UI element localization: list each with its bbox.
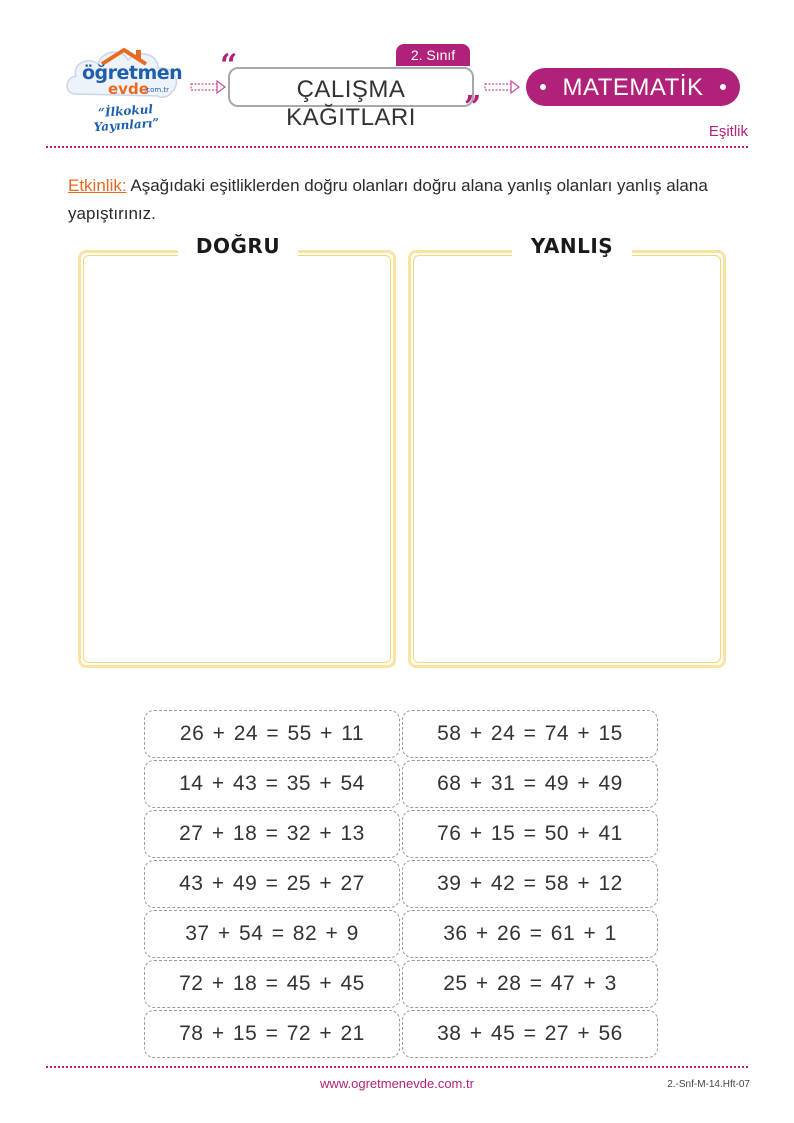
correct-drop-area[interactable] xyxy=(78,250,396,668)
equation-card[interactable]: 36 + 26 = 61 + 1 xyxy=(402,910,658,958)
logo-subtitle: “İlkokul Yayınları” xyxy=(93,102,160,135)
subject-label: MATEMATİK xyxy=(562,74,704,101)
logo-word: öğretmen xyxy=(82,62,183,84)
instruction xyxy=(68,172,728,228)
equation-card[interactable]: 26 + 24 = 55 + 11 xyxy=(144,710,400,758)
footer-url[interactable]: www.ogretmenevde.com.tr xyxy=(320,1076,474,1091)
topic-label: Eşitlik xyxy=(708,123,748,140)
wrong-column-title: YANLIŞ xyxy=(512,234,632,258)
open-quote-icon: “ xyxy=(220,48,238,83)
equation-card[interactable]: 39 + 42 = 58 + 12 xyxy=(402,860,658,908)
equation-card[interactable]: 25 + 28 = 47 + 3 xyxy=(402,960,658,1008)
grade-tag: 2. Sınıf xyxy=(396,44,470,66)
equation-card[interactable]: 76 + 15 = 50 + 41 xyxy=(402,810,658,858)
equation-card[interactable]: 68 + 31 = 49 + 49 xyxy=(402,760,658,808)
equation-card[interactable]: 38 + 45 = 27 + 56 xyxy=(402,1010,658,1058)
bullet-dot-icon xyxy=(720,84,726,90)
equation-card[interactable]: 78 + 15 = 72 + 21 xyxy=(144,1010,400,1058)
footer-divider xyxy=(46,1066,748,1068)
sheet-title-box xyxy=(228,67,474,131)
equation-card[interactable]: 72 + 18 = 45 + 45 xyxy=(144,960,400,1008)
instruction-label: Etkinlik: xyxy=(68,176,127,195)
logo-domain: .com.tr xyxy=(144,86,170,94)
close-quote-icon: ” xyxy=(464,90,482,125)
instruction-text: Aşağıdaki eşitliklerden doğru olanları doğru alana yanlış olanları yanlış alana yapıştırınız. xyxy=(68,176,708,223)
equation-card[interactable]: 14 + 43 = 35 + 54 xyxy=(144,760,400,808)
equation-card[interactable]: 58 + 24 = 74 + 15 xyxy=(402,710,658,758)
publisher-logo xyxy=(62,42,188,135)
equation-card[interactable]: 37 + 54 = 82 + 9 xyxy=(144,910,400,958)
equation-card[interactable]: 27 + 18 = 32 + 13 xyxy=(144,810,400,858)
subject-pill xyxy=(526,68,740,106)
wrong-drop-area[interactable] xyxy=(408,250,726,668)
correct-column-title: DOĞRU xyxy=(178,234,298,258)
arrow-right-icon xyxy=(484,80,520,94)
sheet-title: ÇALIŞMA KAĞITLARI xyxy=(286,76,416,131)
logo-word-evde: evde xyxy=(108,80,149,98)
header-divider xyxy=(46,146,748,148)
footer-code: 2.-Snf-M-14.Hft-07 xyxy=(667,1079,750,1090)
equation-card[interactable]: 43 + 49 = 25 + 27 xyxy=(144,860,400,908)
